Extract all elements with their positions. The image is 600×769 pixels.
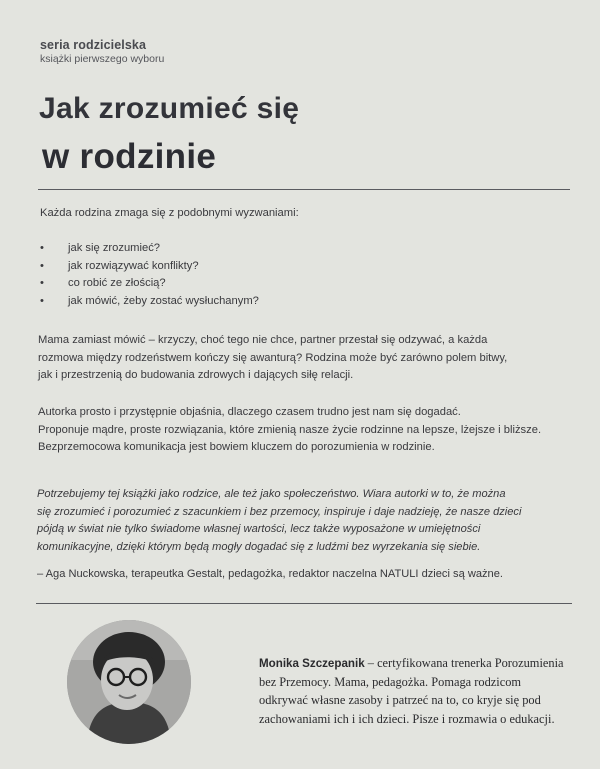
description-paragraph-2 [38, 404, 578, 457]
text-line: odkrywać własne zasoby i patrzeć na to, co kryje się pod [259, 693, 541, 708]
text-line: się zrozumieć i porozumieć z szacunkiem i bez przemocy, inspiruje i daje nadzieję, że nasze dzieci [37, 505, 522, 518]
text-line: Autorka prosto i przystępnie objaśnia, dlaczego czasem trudno jest nam się dogadać. [38, 406, 461, 418]
list-item: • jak rozwiązywać konflikty? [40, 259, 199, 272]
list-item: • co robić ze złością? [40, 277, 166, 289]
text-line: Mama zamiast mówić – krzyczy, choć tego nie chce, partner przestał się odzywać, a każda [38, 334, 488, 346]
list-item: • jak się zrozumieć? [40, 242, 161, 254]
list-item: • jak mówić, żeby zostać wysłuchanym? [40, 294, 259, 307]
bullet-icon: • [40, 242, 44, 254]
top-divider [38, 189, 570, 190]
text-line: zachowaniami ich i ich dzieci. Pisze i rozmawia o edukacji. [259, 711, 555, 726]
text-line: pójdą w świat nie tylko świadome własnej wartości, lecz także wyposażone w umiejętności [37, 523, 481, 536]
bullet-icon: • [40, 294, 44, 307]
book-title-line-1: Jak zrozumieć się [39, 92, 300, 125]
book-title-line-2: w rodzinie [42, 137, 217, 176]
text-line: jak i przestrzenią do budowania zdrowych i dających siłę relacji. [38, 369, 354, 382]
author-photo [67, 620, 191, 744]
text-line: Proponuje mądre, proste rozwiązania, które zmienią nasze życie rodzinne na lepsze, lżejsze i bliższe. [38, 423, 542, 436]
series-name: seria rodzicielska [40, 38, 147, 52]
author-name: Monika Szczepanik [259, 657, 365, 670]
bullet-icon: • [40, 277, 44, 289]
question-list [40, 242, 259, 312]
series-subtitle: książki pierwszego wyboru [40, 53, 165, 65]
author-bio [259, 654, 579, 728]
text-line: Bezprzemocowa komunikacja jest bowiem kluczem do porozumienia w rodzinie. [38, 441, 435, 454]
text-line: Monika Szczepanik – certyfikowana trenerka Porozumienia [259, 656, 564, 670]
quote-author: – Aga Nuckowska, terapeutka Gestalt, pedagożka, redaktor naczelna NATULI dzieci są ważne. [37, 568, 503, 580]
text-line: rozmowa między rodzeństwem kończy się awanturą? Rodzina może być zarówno polem bitwy, [38, 351, 508, 364]
bottom-divider [36, 603, 572, 604]
text-line: Potrzebujemy tej książki jako rodzice, ale też jako społeczeństwo. Wiara autorki w to, że można [37, 488, 506, 500]
text-line: bez Przemocy. Mama, pedagożka. Pomaga rodzicom [259, 675, 522, 690]
description-paragraph-1 [38, 332, 578, 385]
series-label [40, 38, 164, 65]
text-line: komunikacyjne, dzięki którym będą mogły dogadać się z ludźmi bez wyrzekania się siebie. [37, 540, 481, 553]
endorsement-quote [37, 486, 582, 556]
intro-text: Każda rodzina zmaga się z podobnymi wyzwaniami: [40, 207, 299, 219]
bullet-icon: • [40, 259, 44, 272]
